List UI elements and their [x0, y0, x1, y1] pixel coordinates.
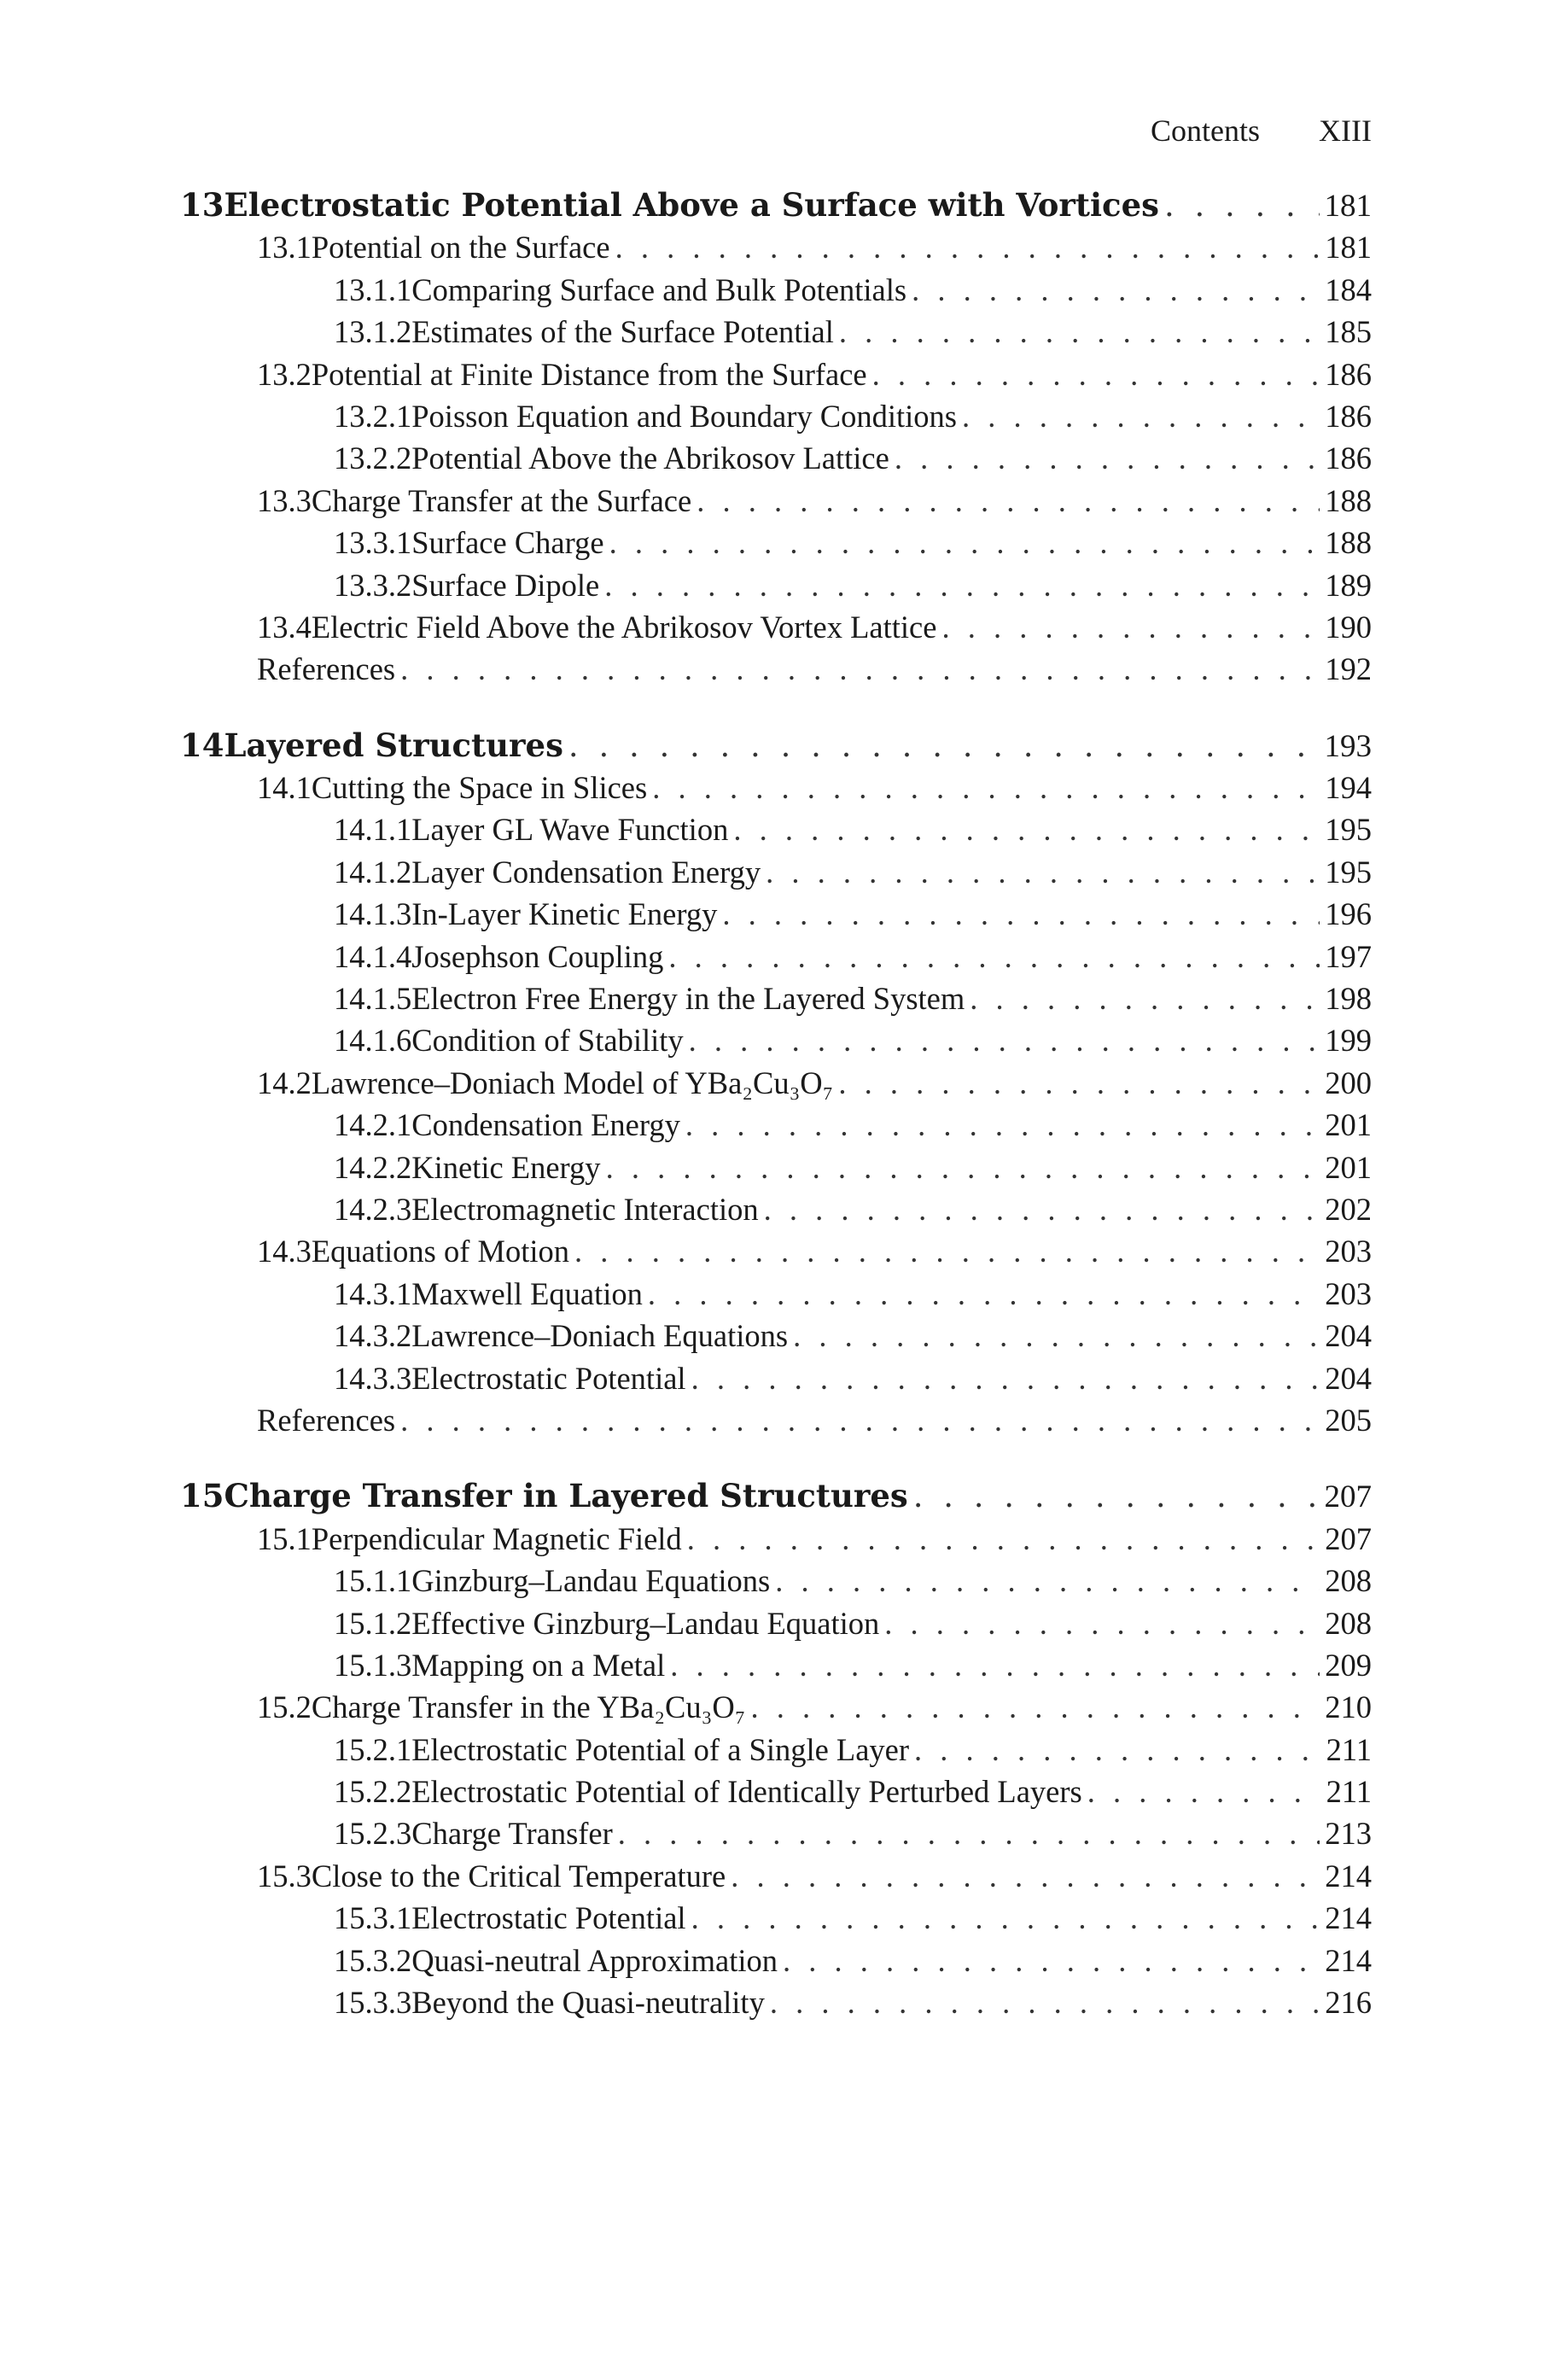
dot-leader: [670, 1644, 1320, 1686]
toc-entry-section[interactable]: [180, 767, 1372, 808]
toc-entry-title: Lawrence–Doniach Equations: [411, 1318, 789, 1354]
toc-entry-page: 202: [1325, 1191, 1372, 1227]
toc-entry-title: Josephson Coupling: [411, 938, 664, 974]
toc-entry-page: 186: [1325, 441, 1372, 476]
toc-entry-page: 214: [1325, 1942, 1372, 1978]
toc-entry-chapter[interactable]: [180, 725, 1372, 767]
toc-entry-section[interactable]: [180, 353, 1372, 395]
toc-entry-subsection[interactable]: [180, 1771, 1372, 1812]
dot-leader: [914, 1729, 1321, 1771]
dot-leader: [783, 1940, 1320, 1981]
running-header-title: Contents: [1151, 114, 1261, 148]
toc-entry-section[interactable]: [180, 1518, 1372, 1560]
toc-entry-subsection[interactable]: [180, 1188, 1372, 1230]
toc-entry-page: 186: [1325, 356, 1372, 392]
toc-entry-title: In-Layer Kinetic Energy: [411, 896, 718, 932]
toc-entry-title: References: [257, 1402, 396, 1438]
toc-entry-number: 14.2: [257, 1065, 312, 1100]
dot-leader: [1164, 184, 1320, 226]
toc-entry-title: Surface Charge: [411, 525, 604, 561]
running-header-page-number: XIII: [1319, 114, 1372, 148]
dot-leader: [793, 1315, 1320, 1357]
dot-leader: [609, 522, 1320, 563]
toc-entry-title: Layered Structures: [224, 726, 563, 764]
dot-leader: [770, 1981, 1320, 2023]
dot-leader: [615, 226, 1320, 268]
toc-entry-title: Electrostatic Potential of a Single Layer: [411, 1731, 910, 1767]
toc-entry-title: References: [257, 651, 396, 687]
toc-entry-chapter[interactable]: [180, 184, 1372, 226]
toc-entry-subsection[interactable]: [180, 269, 1372, 311]
toc-entry-subsection[interactable]: [180, 1104, 1372, 1146]
dot-leader: [652, 767, 1320, 808]
dot-leader: [400, 1399, 1320, 1441]
toc-entry-section[interactable]: [180, 226, 1372, 268]
toc-entry-page: 203: [1325, 1275, 1372, 1311]
toc-entry-subsection[interactable]: [180, 893, 1372, 935]
toc-entry-number: 14.3.2: [334, 1318, 412, 1354]
toc-entry-refs[interactable]: [180, 1399, 1372, 1441]
toc-entry-number: 13.1.1: [334, 271, 412, 307]
toc-entry-page: 207: [1325, 1520, 1372, 1556]
dot-leader: [838, 1062, 1320, 1104]
toc-entry-number: 13.1.2: [334, 314, 412, 350]
toc-entry-number: 14.1.4: [334, 938, 412, 974]
toc-entry-number: 13.2: [257, 356, 312, 392]
toc-entry-subsection[interactable]: [180, 1602, 1372, 1644]
toc-entry-number: 14.1: [257, 770, 312, 806]
toc-entry-section[interactable]: [180, 1062, 1372, 1104]
toc-entry-number: 13.1: [257, 230, 312, 265]
dot-leader: [568, 725, 1320, 767]
dot-leader: [733, 808, 1320, 850]
toc-entry-number: 13.2.2: [334, 441, 412, 476]
toc-entry-subsection[interactable]: [180, 1315, 1372, 1357]
toc-entry-subsection[interactable]: [180, 1729, 1372, 1771]
toc-entry-page: 188: [1325, 482, 1372, 518]
dot-leader: [697, 480, 1320, 522]
dot-leader: [764, 1188, 1320, 1230]
toc-entry-number: 15.2.2: [334, 1774, 412, 1810]
toc-entry-title: Charge Transfer at the Surface: [311, 482, 692, 518]
toc-entry-subsection[interactable]: [180, 851, 1372, 893]
toc-entry-title: Electrostatic Potential Above a Surface with Vortices: [224, 186, 1159, 224]
toc-entry-page: 198: [1325, 981, 1372, 1017]
toc-entry-title: Electrostatic Potential of Identically Perturbed Layers: [411, 1774, 1082, 1810]
toc-entry-title: Electron Free Energy in the Layered System: [411, 981, 965, 1017]
toc-entry-title: Layer GL Wave Function: [411, 812, 729, 848]
toc-entry-subsection[interactable]: [180, 808, 1372, 850]
toc-entry-number: 15.2.3: [334, 1816, 412, 1852]
dot-leader: [884, 1602, 1320, 1644]
dot-leader: [691, 1357, 1320, 1399]
dot-leader: [604, 564, 1320, 606]
dot-leader: [618, 1812, 1320, 1854]
toc-entry-page: 181: [1324, 189, 1372, 224]
toc-entry-page: 205: [1325, 1402, 1372, 1438]
toc-entry-title: Kinetic Energy: [411, 1149, 601, 1185]
toc-entry-subsection[interactable]: [180, 311, 1372, 353]
toc-entry-page: 186: [1325, 398, 1372, 434]
toc-entry-page: 211: [1326, 1774, 1372, 1810]
toc-entry-number: 15.1.1: [334, 1563, 412, 1599]
toc-entry-title: Ginzburg–Landau Equations: [411, 1563, 771, 1599]
dot-leader: [913, 1475, 1320, 1517]
dot-leader: [941, 606, 1320, 648]
toc-entry-title: Close to the Critical Temperature: [311, 1858, 726, 1893]
toc-entry-number: 14.1.3: [334, 896, 412, 932]
toc-entry-page: 197: [1325, 938, 1372, 974]
toc-entry-page: 203: [1325, 1234, 1372, 1269]
dot-leader: [839, 311, 1320, 353]
toc-entry-subsection[interactable]: [180, 1644, 1372, 1686]
toc-entry-section[interactable]: [180, 1230, 1372, 1272]
toc-entry-number: 14.2.2: [334, 1149, 412, 1185]
toc-entry-title: Electrostatic Potential: [411, 1360, 686, 1396]
toc-entry-page: 208: [1325, 1605, 1372, 1641]
toc-entry-section[interactable]: [180, 480, 1372, 522]
toc-entry-page: 195: [1325, 812, 1372, 848]
toc-entry-subsection[interactable]: [180, 1940, 1372, 1981]
dot-leader: [731, 1855, 1320, 1897]
toc-entry-page: 208: [1325, 1563, 1372, 1599]
dot-leader: [400, 648, 1320, 690]
toc-entry-subsection[interactable]: [180, 1812, 1372, 1854]
running-header: [1151, 113, 1372, 149]
toc-entry-title: Mapping on a Metal: [411, 1647, 666, 1683]
toc-entry-page: 210: [1325, 1689, 1372, 1725]
toc-entry-page: 185: [1325, 314, 1372, 350]
toc-entry-page: 193: [1324, 728, 1372, 764]
toc-entry-page: 204: [1325, 1360, 1372, 1396]
dot-leader: [689, 1019, 1320, 1061]
toc-entry-title: Perpendicular Magnetic Field: [311, 1520, 682, 1556]
toc-entry-number: 13.2.1: [334, 398, 412, 434]
toc-entry-subsection[interactable]: [180, 1019, 1372, 1061]
toc-entry-title: Equations of Motion: [311, 1234, 569, 1269]
dot-leader: [962, 395, 1320, 437]
toc-entry-subsection[interactable]: [180, 437, 1372, 479]
toc-entry-number: 13.4: [257, 609, 312, 645]
toc-entry-number: 14.3.3: [334, 1360, 412, 1396]
dot-leader: [895, 437, 1320, 479]
toc-entry-number: 13.3: [257, 482, 312, 518]
toc-entry-number: 13.3.2: [334, 567, 412, 603]
toc-entry-page: 181: [1325, 230, 1372, 265]
toc-entry-number: 14.2.3: [334, 1191, 412, 1227]
toc-entry-page: 211: [1326, 1731, 1372, 1767]
dot-leader: [648, 1273, 1320, 1315]
toc-entry-subsection[interactable]: [180, 395, 1372, 437]
toc-entry-title: Lawrence–Doniach Model of YBa₂Cu₃O₇: [311, 1065, 834, 1100]
dot-leader: [574, 1230, 1320, 1272]
toc-entry-title: Potential at Finite Distance from the Surface: [311, 356, 867, 392]
toc-entry-subsection[interactable]: [180, 1357, 1372, 1399]
toc-entry-section[interactable]: [180, 1686, 1372, 1728]
toc-entry-title: Potential on the Surface: [311, 230, 610, 265]
toc-entry-number: 13: [180, 186, 224, 224]
toc-entry-subsection[interactable]: [180, 522, 1372, 563]
toc-entry-page: 204: [1325, 1318, 1372, 1354]
dot-leader: [687, 1518, 1320, 1560]
toc-entry-number: 15.3: [257, 1858, 312, 1893]
toc-entry-subsection[interactable]: [180, 936, 1372, 977]
toc-entry-title: Surface Dipole: [411, 567, 600, 603]
toc-entry-number: 14.3.1: [334, 1275, 412, 1311]
toc-entry-number: 15.1.3: [334, 1647, 412, 1683]
toc-entry-section[interactable]: [180, 606, 1372, 648]
dot-leader: [606, 1147, 1320, 1188]
dot-leader: [775, 1560, 1320, 1602]
toc-entry-number: 15.3.3: [334, 1985, 412, 2021]
toc-entry-number: 14.1.2: [334, 854, 412, 890]
dot-leader: [691, 1897, 1320, 1939]
toc-entry-number: 15.2: [257, 1689, 312, 1725]
toc-entry-title: Maxwell Equation: [411, 1275, 643, 1311]
toc-entry-number: 15.3.1: [334, 1900, 412, 1936]
dot-leader: [1087, 1771, 1321, 1812]
toc-entry-title: Electric Field Above the Abrikosov Vortex Lattice: [311, 609, 937, 645]
toc-entry-chapter[interactable]: [180, 1475, 1372, 1517]
toc-entry-subsection[interactable]: [180, 1147, 1372, 1188]
toc-entry-subsection[interactable]: [180, 564, 1372, 606]
toc-entry-title: Electromagnetic Interaction: [411, 1191, 759, 1227]
toc-entry-title: Charge Transfer in Layered Structures: [224, 1477, 908, 1515]
toc-entry-page: 214: [1325, 1900, 1372, 1936]
toc-entry-number: 14.2.1: [334, 1107, 412, 1143]
dot-leader: [722, 893, 1320, 935]
toc-entry-page: 216: [1325, 1985, 1372, 2021]
toc-entry-page: 201: [1325, 1107, 1372, 1143]
toc-entry-number: 15.1: [257, 1520, 312, 1556]
toc-entry-subsection[interactable]: [180, 1981, 1372, 2023]
toc-entry-title: Electrostatic Potential: [411, 1900, 686, 1936]
toc-entry-page: 209: [1325, 1647, 1372, 1683]
toc-entry-page: 199: [1325, 1023, 1372, 1059]
toc-entry-title: Potential Above the Abrikosov Lattice: [411, 441, 889, 476]
toc-entry-page: 201: [1325, 1149, 1372, 1185]
toc-entry-title: Beyond the Quasi-neutrality: [411, 1985, 765, 2021]
toc-entry-number: 14.1.5: [334, 981, 412, 1017]
toc-entry-page: 184: [1325, 271, 1372, 307]
dot-leader: [912, 269, 1320, 311]
toc-entry-page: 213: [1325, 1816, 1372, 1852]
toc-entry-title: Condensation Energy: [411, 1107, 680, 1143]
toc-entry-title: Condition of Stability: [411, 1023, 684, 1059]
toc-entry-title: Cutting the Space in Slices: [311, 770, 648, 806]
toc-entry-number: 15.1.2: [334, 1605, 412, 1641]
toc-entry-page: 194: [1325, 770, 1372, 806]
toc-entry-title: Charge Transfer: [411, 1816, 613, 1852]
toc-entry-page: 214: [1325, 1858, 1372, 1893]
toc-entry-title: Comparing Surface and Bulk Potentials: [411, 271, 907, 307]
toc-entry-title: Effective Ginzburg–Landau Equation: [411, 1605, 880, 1641]
toc-entry-page: 192: [1325, 651, 1372, 687]
dot-leader: [970, 977, 1320, 1019]
dot-leader: [685, 1104, 1320, 1146]
toc-entry-page: 207: [1324, 1479, 1372, 1515]
toc-entry-page: 190: [1325, 609, 1372, 645]
toc-entry-number: 15.2.1: [334, 1731, 412, 1767]
toc-entry-page: 189: [1325, 567, 1372, 603]
dot-leader: [668, 936, 1320, 977]
toc-entry-page: 196: [1325, 896, 1372, 932]
toc-entry-page: 200: [1325, 1065, 1372, 1100]
toc-entry-section[interactable]: [180, 1855, 1372, 1897]
toc-entry-number: 14.3: [257, 1234, 312, 1269]
toc-entry-subsection[interactable]: [180, 1897, 1372, 1939]
toc-entry-number: 13.3.1: [334, 525, 412, 561]
toc-entry-refs[interactable]: [180, 648, 1372, 690]
toc-entry-number: 14: [180, 726, 224, 764]
toc-entry-title: Charge Transfer in the YBa₂Cu₃O₇: [311, 1689, 746, 1725]
toc-entry-title: Estimates of the Surface Potential: [411, 314, 834, 350]
toc-entry-page: 195: [1325, 854, 1372, 890]
toc-entry-number: 14.1.6: [334, 1023, 412, 1059]
dot-leader: [766, 851, 1320, 893]
toc-entry-number: 15.3.2: [334, 1942, 412, 1978]
toc-entry-number: 14.1.1: [334, 812, 412, 848]
toc-entry-subsection[interactable]: [180, 1273, 1372, 1315]
toc-entry-page: 188: [1325, 525, 1372, 561]
toc-entry-title: Quasi-neutral Approximation: [411, 1942, 778, 1978]
toc-entry-title: Layer Condensation Energy: [411, 854, 761, 890]
table-of-contents: [180, 184, 1372, 2023]
dot-leader: [872, 353, 1320, 395]
toc-entry-title: Poisson Equation and Boundary Conditions: [411, 398, 957, 434]
toc-entry-subsection[interactable]: [180, 1560, 1372, 1602]
toc-entry-subsection[interactable]: [180, 977, 1372, 1019]
dot-leader: [750, 1686, 1320, 1728]
toc-entry-number: 15: [180, 1477, 224, 1515]
